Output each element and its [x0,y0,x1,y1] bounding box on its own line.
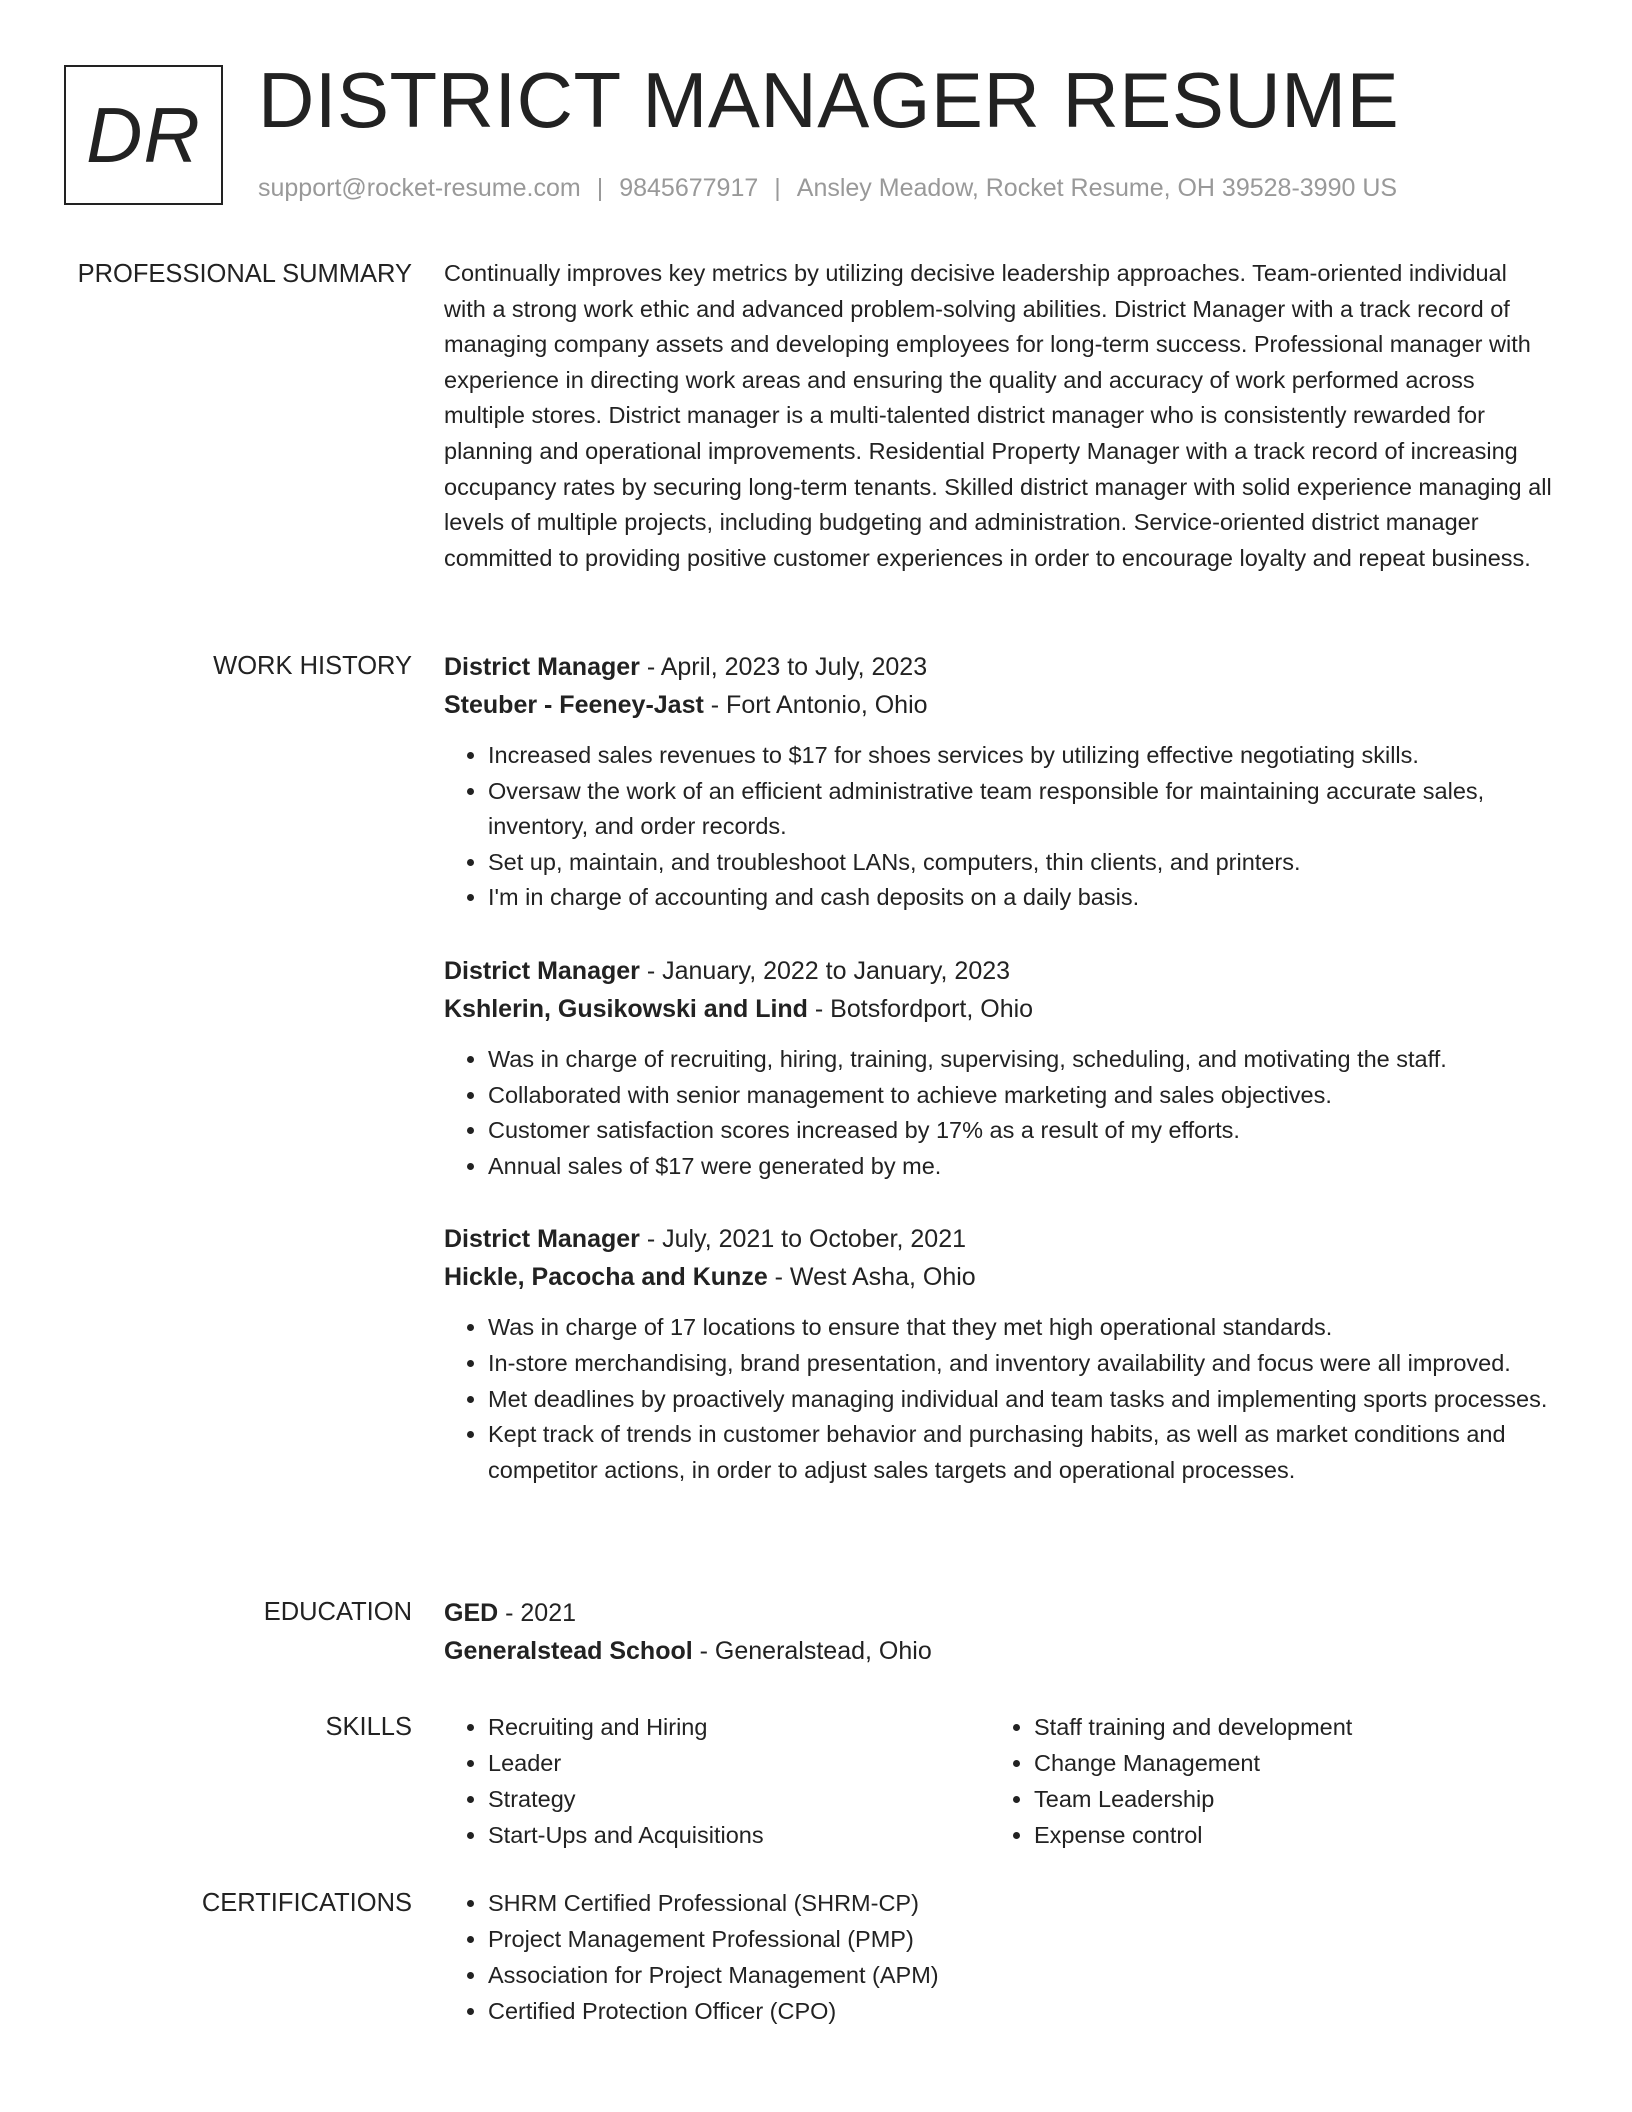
contact-phone[interactable]: 9845677917 [619,174,759,202]
education-school-line [444,1632,1554,1670]
job-entry [444,1220,1554,1488]
skills-column-left [444,1709,990,1853]
job-entry [444,952,1554,1184]
contact-address: Ansley Meadow, Rocket Resume, OH 39528-3990 US [796,174,1398,202]
job-bullet: • Annual sales of $17 were generated by me. [488,1149,1554,1185]
contact-separator: | [774,174,781,202]
skill-item: • Expense control [1034,1817,1536,1853]
job-title-line [444,648,1554,686]
education-degree: GED [444,1599,499,1627]
certifications-heading: CERTIFICATIONS [201,1889,412,1917]
contact-line [258,174,1397,203]
job-bullet: • I'm in charge of accounting and cash deposits on a daily basis. [488,880,1554,916]
job-bullet: • In-store merchandising, brand presentation, and inventory availability and focus were all improved. [488,1346,1554,1382]
certification-item: • Association for Project Management (APM) [488,1957,1554,1993]
job-title: District Manager [444,956,640,985]
education-heading: EDUCATION [263,1598,412,1626]
job-company: Hickle, Pacocha and Kunze [444,1263,768,1292]
education-school: Generalstead School [444,1637,693,1665]
job-title: District Manager [444,653,640,681]
job-bullet: • Increased sales revenues to $17 for shoes services by utilizing effective negotiating skills. [488,738,1554,774]
skill-item: • Strategy [488,1781,990,1817]
summary-body [444,256,1554,576]
skill-item: • Staff training and development [1034,1709,1536,1745]
skill-item: • Start-Ups and Acquisitions [488,1817,990,1853]
job-bullet: • Met deadlines by proactively managing individual and team tasks and implementing sports processes. [488,1382,1554,1418]
contact-email[interactable]: support@rocket-resume.com [258,174,581,202]
job-bullets [444,1042,1554,1184]
job-bullet: • Oversaw the work of an efficient administrative team responsible for maintaining accurate sales, inventory, and order records. [488,774,1554,845]
job-bullet: • Kept track of trends in customer behavior and purchasing habits, as well as market conditions and competitor actions, in order to adjust sales targets and operational processes. [488,1417,1554,1488]
education-year: - 2021 [498,1599,577,1627]
job-dates: - January, 2022 to January, 2023 [639,956,1011,985]
summary-heading: PROFESSIONAL SUMMARY [77,260,412,288]
job-company-line [444,990,1554,1028]
job-bullet: • Was in charge of recruiting, hiring, training, supervising, scheduling, and motivating the staff. [488,1042,1554,1078]
certification-item: • Project Management Professional (PMP) [488,1921,1554,1957]
job-company-line [444,686,1554,724]
skill-item: • Change Management [1034,1745,1536,1781]
skill-item: • Team Leadership [1034,1781,1536,1817]
education-degree-line [444,1594,1554,1632]
job-title-line [444,1220,1554,1258]
job-title: District Manager [444,1225,640,1254]
job-company: Kshlerin, Gusikowski and Lind [444,994,808,1023]
certification-item: • SHRM Certified Professional (SHRM-CP) [488,1885,1554,1921]
skills-column-right [990,1709,1536,1853]
job-bullet: • Customer satisfaction scores increased by 17% as a result of my efforts. [488,1113,1554,1149]
job-bullets [444,1310,1554,1488]
job-location: - Botsfordport, Ohio [807,994,1034,1023]
work-history-heading: WORK HISTORY [213,652,412,680]
job-company-line [444,1258,1554,1296]
job-dates: - April, 2023 to July, 2023 [639,653,928,681]
certifications-body [444,1885,1554,2029]
resume-title: DISTRICT MANAGER RESUME [258,56,1400,144]
job-company: Steuber - Feeney-Jast [444,691,704,719]
contact-separator: | [596,174,604,202]
job-location: - Fort Antonio, Ohio [703,691,928,719]
monogram-logo: DR [64,65,223,205]
job-bullets [444,738,1554,916]
job-bullet: • Was in charge of 17 locations to ensure that they met high operational standards. [488,1310,1554,1346]
job-dates: - July, 2021 to October, 2021 [639,1225,967,1254]
job-location: - West Asha, Ohio [767,1263,976,1292]
job-bullet: • Set up, maintain, and troubleshoot LANs, computers, thin clients, and printers. [488,845,1554,881]
job-title-line [444,952,1554,990]
education-body [444,1594,1554,1670]
skills-heading: SKILLS [325,1713,412,1741]
skills-body [444,1709,1554,1853]
work-history-body [444,648,1554,1524]
education-location: - Generalstead, Ohio [692,1637,932,1665]
skill-item: • Leader [488,1745,990,1781]
summary-text: Continually improves key metrics by utilizing decisive leadership approaches. Team-oriented individual with a strong work ethic and advanced problem-solving abilities. District Manager with a track record of managing company assets and developing employees for long-term success. Professional manager with experience in directing work areas and ensuring the quality and accuracy of work performed across multiple stores. District manager is a multi-talented district manager who is consistently rewarded for planning and operational improvements. Residential Property Manager with a track record of increasing occupancy rates by securing long-term tenants. Skilled district manager with solid experience managing all levels of multiple projects, including budgeting and administration. Service-oriented district manager committed to providing positive customer experiences in order to encourage loyalty and repeat business. [444,260,1552,571]
certification-item: • Certified Protection Officer (CPO) [488,1993,1554,2029]
job-entry [444,648,1554,916]
skill-item: • Recruiting and Hiring [488,1709,990,1745]
job-bullet: • Collaborated with senior management to achieve marketing and sales objectives. [488,1078,1554,1114]
